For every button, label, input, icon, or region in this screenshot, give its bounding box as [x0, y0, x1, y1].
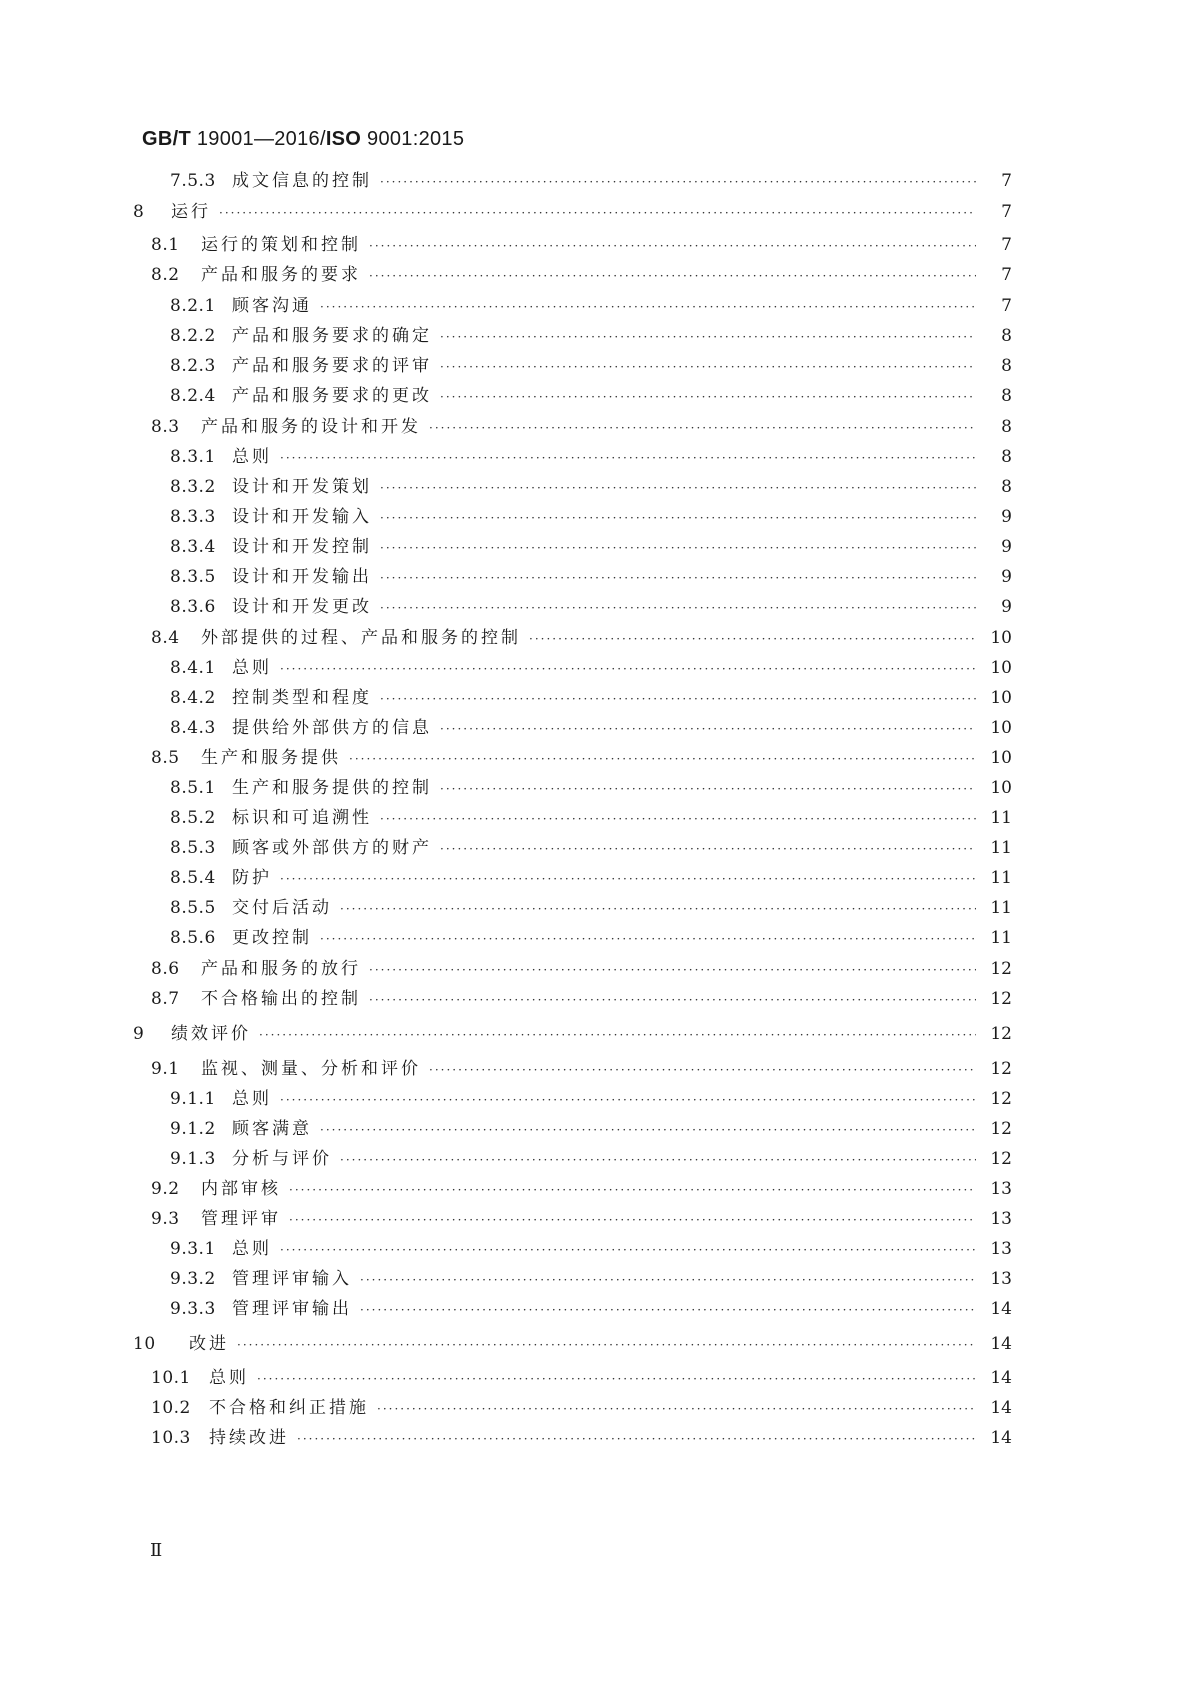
toc-page-number: 7: [1001, 202, 1012, 222]
toc-section-title: 更改控制: [232, 928, 312, 948]
toc-section-number: 8.4.3: [170, 718, 216, 738]
toc-dot-leader: [440, 776, 976, 802]
toc-page-number: 12: [990, 989, 1012, 1009]
toc-section-number: 9.1.3: [170, 1149, 216, 1169]
toc-page-number: 14: [990, 1299, 1012, 1319]
toc-entry[interactable]: [170, 655, 1012, 681]
toc-section-title: 管理评审输出: [232, 1299, 352, 1319]
toc-section-title: 持续改进: [209, 1428, 289, 1448]
toc-entry[interactable]: [170, 685, 1012, 711]
toc-section-number: 9.3: [151, 1209, 180, 1229]
toc-section-title: 总则: [232, 1089, 272, 1109]
toc-dot-leader: [529, 626, 976, 652]
toc-dot-leader: [380, 505, 976, 531]
toc-section-title: 设计和开发控制: [232, 537, 372, 557]
toc-section-title: 产品和服务的设计和开发: [201, 417, 421, 437]
toc-dot-leader: [349, 746, 976, 772]
toc-dot-leader: [440, 384, 976, 410]
toc-page-number: 9: [1001, 537, 1012, 557]
toc-page-number: 10: [990, 718, 1012, 738]
toc-dot-leader: [380, 686, 976, 712]
toc-page-number: 11: [990, 808, 1012, 828]
toc-entry[interactable]: [151, 232, 1012, 258]
toc-page-number: 10: [990, 748, 1012, 768]
toc-dot-leader: [257, 1366, 976, 1392]
toc-page-number: 12: [990, 1149, 1012, 1169]
iso-code: ISO: [325, 128, 362, 150]
toc-page-number: 10: [990, 628, 1012, 648]
toc-entry[interactable]: [170, 474, 1012, 500]
toc-section-number: 8.3.5: [170, 567, 216, 587]
toc-entry[interactable]: [133, 1021, 1012, 1047]
toc-section-title: 不合格和纠正措施: [209, 1398, 369, 1418]
toc-entry[interactable]: [151, 1425, 1012, 1451]
toc-section-number: 8.5.3: [170, 838, 216, 858]
toc-dot-leader: [360, 1267, 976, 1293]
toc-entry[interactable]: [170, 564, 1012, 590]
toc-entry[interactable]: [133, 1331, 1012, 1357]
toc-dot-leader: [369, 957, 976, 983]
toc-section-number: 8.2.3: [170, 356, 216, 376]
toc-section-number: 7.5.3: [170, 171, 216, 191]
toc-page-number: 10: [990, 688, 1012, 708]
toc-entry[interactable]: [151, 1206, 1012, 1232]
toc-section-title: 成文信息的控制: [232, 171, 372, 191]
toc-dot-leader: [440, 324, 976, 350]
toc-entry[interactable]: [151, 414, 1012, 440]
toc-dot-leader: [237, 1332, 976, 1358]
toc-page-number: 9: [1001, 597, 1012, 617]
toc-section-title: 总则: [232, 447, 272, 467]
toc-dot-leader: [289, 1177, 976, 1203]
toc-section-number: 9.1.1: [170, 1089, 216, 1109]
toc-entry[interactable]: [170, 775, 1012, 801]
toc-section-number: 8.5.2: [170, 808, 216, 828]
toc-entry[interactable]: [170, 715, 1012, 741]
toc-entry[interactable]: [170, 168, 1012, 194]
toc-page-number: 7: [1001, 296, 1012, 316]
toc-dot-leader: [320, 294, 976, 320]
toc-section-title: 控制类型和程度: [232, 688, 372, 708]
standard-number: 19001—2016/: [196, 128, 326, 150]
toc-page-number: 13: [990, 1269, 1012, 1289]
toc-section-title: 设计和开发输入: [232, 507, 372, 527]
toc-entry[interactable]: [151, 1056, 1012, 1082]
toc-dot-leader: [380, 565, 976, 591]
toc-section-number: 9.1.2: [170, 1119, 216, 1139]
toc-dot-leader: [259, 1022, 976, 1048]
toc-section-number: 8.3.4: [170, 537, 216, 557]
toc-section-title: 管理评审: [201, 1209, 281, 1229]
toc-dot-leader: [369, 987, 976, 1013]
toc-dot-leader: [360, 1297, 976, 1323]
toc-page-number: 8: [1001, 386, 1012, 406]
toc-entry[interactable]: [170, 534, 1012, 560]
toc-section-number: 9: [133, 1024, 145, 1044]
toc-section-title: 生产和服务提供: [201, 748, 341, 768]
toc-dot-leader: [440, 836, 976, 862]
toc-entry[interactable]: [170, 1116, 1012, 1142]
toc-section-number: 8.1: [151, 235, 180, 255]
toc-section-title: 产品和服务要求的评审: [232, 356, 432, 376]
toc-page-number: 11: [990, 868, 1012, 888]
toc-dot-leader: [377, 1396, 976, 1422]
toc-page-number: 13: [990, 1239, 1012, 1259]
toc-section-number: 8.5: [151, 748, 180, 768]
iso-number: 9001:2015: [367, 128, 465, 150]
toc-section-title: 生产和服务提供的控制: [232, 778, 432, 798]
toc-section-title: 顾客满意: [232, 1119, 312, 1139]
toc-entry[interactable]: [170, 353, 1012, 379]
toc-section-number: 8.7: [151, 989, 180, 1009]
toc-section-title: 提供给外部供方的信息: [232, 718, 432, 738]
toc-entry[interactable]: [151, 986, 1012, 1012]
toc-section-title: 顾客或外部供方的财产: [232, 838, 432, 858]
toc-section-number: 9.3.1: [170, 1239, 216, 1259]
toc-dot-leader: [429, 415, 976, 441]
toc-page-number: 8: [1001, 417, 1012, 437]
toc-dot-leader: [369, 233, 976, 259]
toc-page-number: 9: [1001, 567, 1012, 587]
toc-dot-leader: [219, 200, 976, 226]
toc-entry[interactable]: [170, 1146, 1012, 1172]
toc-dot-leader: [280, 1237, 976, 1263]
toc-dot-leader: [280, 656, 976, 682]
toc-entry[interactable]: [151, 956, 1012, 982]
toc-section-number: 8.3.3: [170, 507, 216, 527]
toc-section-title: 总则: [232, 658, 272, 678]
toc-dot-leader: [440, 354, 976, 380]
toc-dot-leader: [280, 1087, 976, 1113]
toc-section-number: 8: [133, 202, 145, 222]
toc-section-number: 10.2: [151, 1398, 191, 1418]
toc-entry[interactable]: [170, 504, 1012, 530]
toc-dot-leader: [369, 263, 976, 289]
toc-section-title: 运行: [171, 202, 211, 222]
toc-page-number: 12: [990, 1089, 1012, 1109]
toc-page-number: 11: [990, 898, 1012, 918]
toc-entry[interactable]: [151, 1395, 1012, 1421]
toc-page-number: 11: [990, 928, 1012, 948]
toc-entry[interactable]: [133, 199, 1012, 225]
toc-entry[interactable]: [170, 293, 1012, 319]
toc-section-number: 8.5.4: [170, 868, 216, 888]
toc-section-number: 8.5.5: [170, 898, 216, 918]
toc-section-number: 9.3.2: [170, 1269, 216, 1289]
toc-page-number: 12: [990, 1119, 1012, 1139]
toc-dot-leader: [340, 1147, 976, 1173]
toc-entry[interactable]: [170, 835, 1012, 861]
toc-page-number: 12: [990, 1059, 1012, 1079]
toc-section-number: 8.3.6: [170, 597, 216, 617]
toc-section-number: 9.1: [151, 1059, 180, 1079]
toc-page-number: 14: [990, 1398, 1012, 1418]
page-number: Ⅱ: [150, 1540, 163, 1561]
toc-dot-leader: [280, 866, 976, 892]
toc-page-number: 7: [1001, 171, 1012, 191]
toc-section-number: 8.6: [151, 959, 180, 979]
toc-page-number: 8: [1001, 326, 1012, 346]
toc-dot-leader: [320, 1117, 976, 1143]
toc-page-number: 12: [990, 959, 1012, 979]
toc-page-number: 12: [990, 1024, 1012, 1044]
toc-entry[interactable]: [170, 323, 1012, 349]
toc-section-title: 防护: [232, 868, 272, 888]
toc-section-title: 设计和开发策划: [232, 477, 372, 497]
toc-section-number: 8.3.1: [170, 447, 216, 467]
toc-dot-leader: [380, 475, 976, 501]
standard-code: GB/T: [142, 128, 191, 150]
toc-dot-leader: [429, 1057, 976, 1083]
toc-page-number: 10: [990, 778, 1012, 798]
toc-page-number: 11: [990, 838, 1012, 858]
toc-entry[interactable]: [170, 444, 1012, 470]
toc-section-number: 8.5.6: [170, 928, 216, 948]
toc-dot-leader: [380, 169, 976, 195]
toc-dot-leader: [289, 1207, 976, 1233]
toc-section-title: 设计和开发更改: [232, 597, 372, 617]
toc-entry[interactable]: [170, 1296, 1012, 1322]
toc-section-number: 10.1: [151, 1368, 191, 1388]
toc-section-number: 8.4.1: [170, 658, 216, 678]
toc-section-number: 8.2.2: [170, 326, 216, 346]
toc-page-number: 8: [1001, 356, 1012, 376]
toc-page-number: 8: [1001, 447, 1012, 467]
toc-section-number: 10.3: [151, 1428, 191, 1448]
toc-section-title: 总则: [209, 1368, 249, 1388]
toc-entry[interactable]: [151, 745, 1012, 771]
toc-section-title: 产品和服务要求的更改: [232, 386, 432, 406]
toc-dot-leader: [380, 806, 976, 832]
toc-entry[interactable]: [170, 1086, 1012, 1112]
toc-entry[interactable]: [170, 925, 1012, 951]
toc-entry[interactable]: [151, 262, 1012, 288]
toc-section-title: 管理评审输入: [232, 1269, 352, 1289]
toc-dot-leader: [280, 445, 976, 471]
toc-entry[interactable]: [170, 594, 1012, 620]
toc-dot-leader: [380, 535, 976, 561]
toc-dot-leader: [320, 926, 976, 952]
toc-page-number: 13: [990, 1179, 1012, 1199]
toc-section-number: 8.4: [151, 628, 180, 648]
toc-page-number: 9: [1001, 507, 1012, 527]
toc-entry[interactable]: [170, 865, 1012, 891]
toc-page-number: 13: [990, 1209, 1012, 1229]
toc-dot-leader: [440, 716, 976, 742]
toc-page-number: 14: [990, 1428, 1012, 1448]
toc-section-number: 9.2: [151, 1179, 180, 1199]
toc-section-title: 标识和可追溯性: [232, 808, 372, 828]
toc-entry[interactable]: [170, 383, 1012, 409]
toc-entry[interactable]: [151, 1176, 1012, 1202]
toc-entry[interactable]: [151, 625, 1012, 651]
toc-section-number: 8.3: [151, 417, 180, 437]
toc-section-title: 不合格输出的控制: [201, 989, 361, 1009]
toc-section-title: 总则: [232, 1239, 272, 1259]
toc-section-title: 绩效评价: [171, 1024, 251, 1044]
toc-section-title: 产品和服务要求的确定: [232, 326, 432, 346]
toc-entry[interactable]: [151, 1365, 1012, 1391]
toc-section-number: 10: [133, 1334, 156, 1354]
toc-section-title: 内部审核: [201, 1179, 281, 1199]
toc-section-title: 产品和服务的放行: [201, 959, 361, 979]
toc-section-title: 设计和开发输出: [232, 567, 372, 587]
toc-section-number: 8.2.4: [170, 386, 216, 406]
toc-dot-leader: [297, 1426, 976, 1452]
toc-page-number: 8: [1001, 477, 1012, 497]
toc-section-number: 8.5.1: [170, 778, 216, 798]
toc-section-number: 8.4.2: [170, 688, 216, 708]
toc-section-title: 运行的策划和控制: [201, 235, 361, 255]
toc-page-number: 10: [990, 658, 1012, 678]
toc-page-number: 14: [990, 1334, 1012, 1354]
toc-section-title: 顾客沟通: [232, 296, 312, 316]
toc-page-number: 14: [990, 1368, 1012, 1388]
toc-dot-leader: [340, 896, 976, 922]
toc-section-title: 监视、测量、分析和评价: [201, 1059, 421, 1079]
toc-entry[interactable]: [170, 1266, 1012, 1292]
toc-section-title: 分析与评价: [232, 1149, 332, 1169]
toc-page-number: 7: [1001, 235, 1012, 255]
toc-entry[interactable]: [170, 895, 1012, 921]
toc-section-number: 8.2.1: [170, 296, 216, 316]
toc-entry[interactable]: [170, 1236, 1012, 1262]
toc-page-number: 7: [1001, 265, 1012, 285]
toc-entry[interactable]: [170, 805, 1012, 831]
toc-section-title: 改进: [189, 1334, 229, 1354]
toc-section-title: 交付后活动: [232, 898, 332, 918]
toc-section-number: 9.3.3: [170, 1299, 216, 1319]
toc-section-number: 8.3.2: [170, 477, 216, 497]
toc-section-number: 8.2: [151, 265, 180, 285]
toc-section-title: 外部提供的过程、产品和服务的控制: [201, 628, 521, 648]
toc-section-title: 产品和服务的要求: [201, 265, 361, 285]
toc-dot-leader: [380, 595, 976, 621]
